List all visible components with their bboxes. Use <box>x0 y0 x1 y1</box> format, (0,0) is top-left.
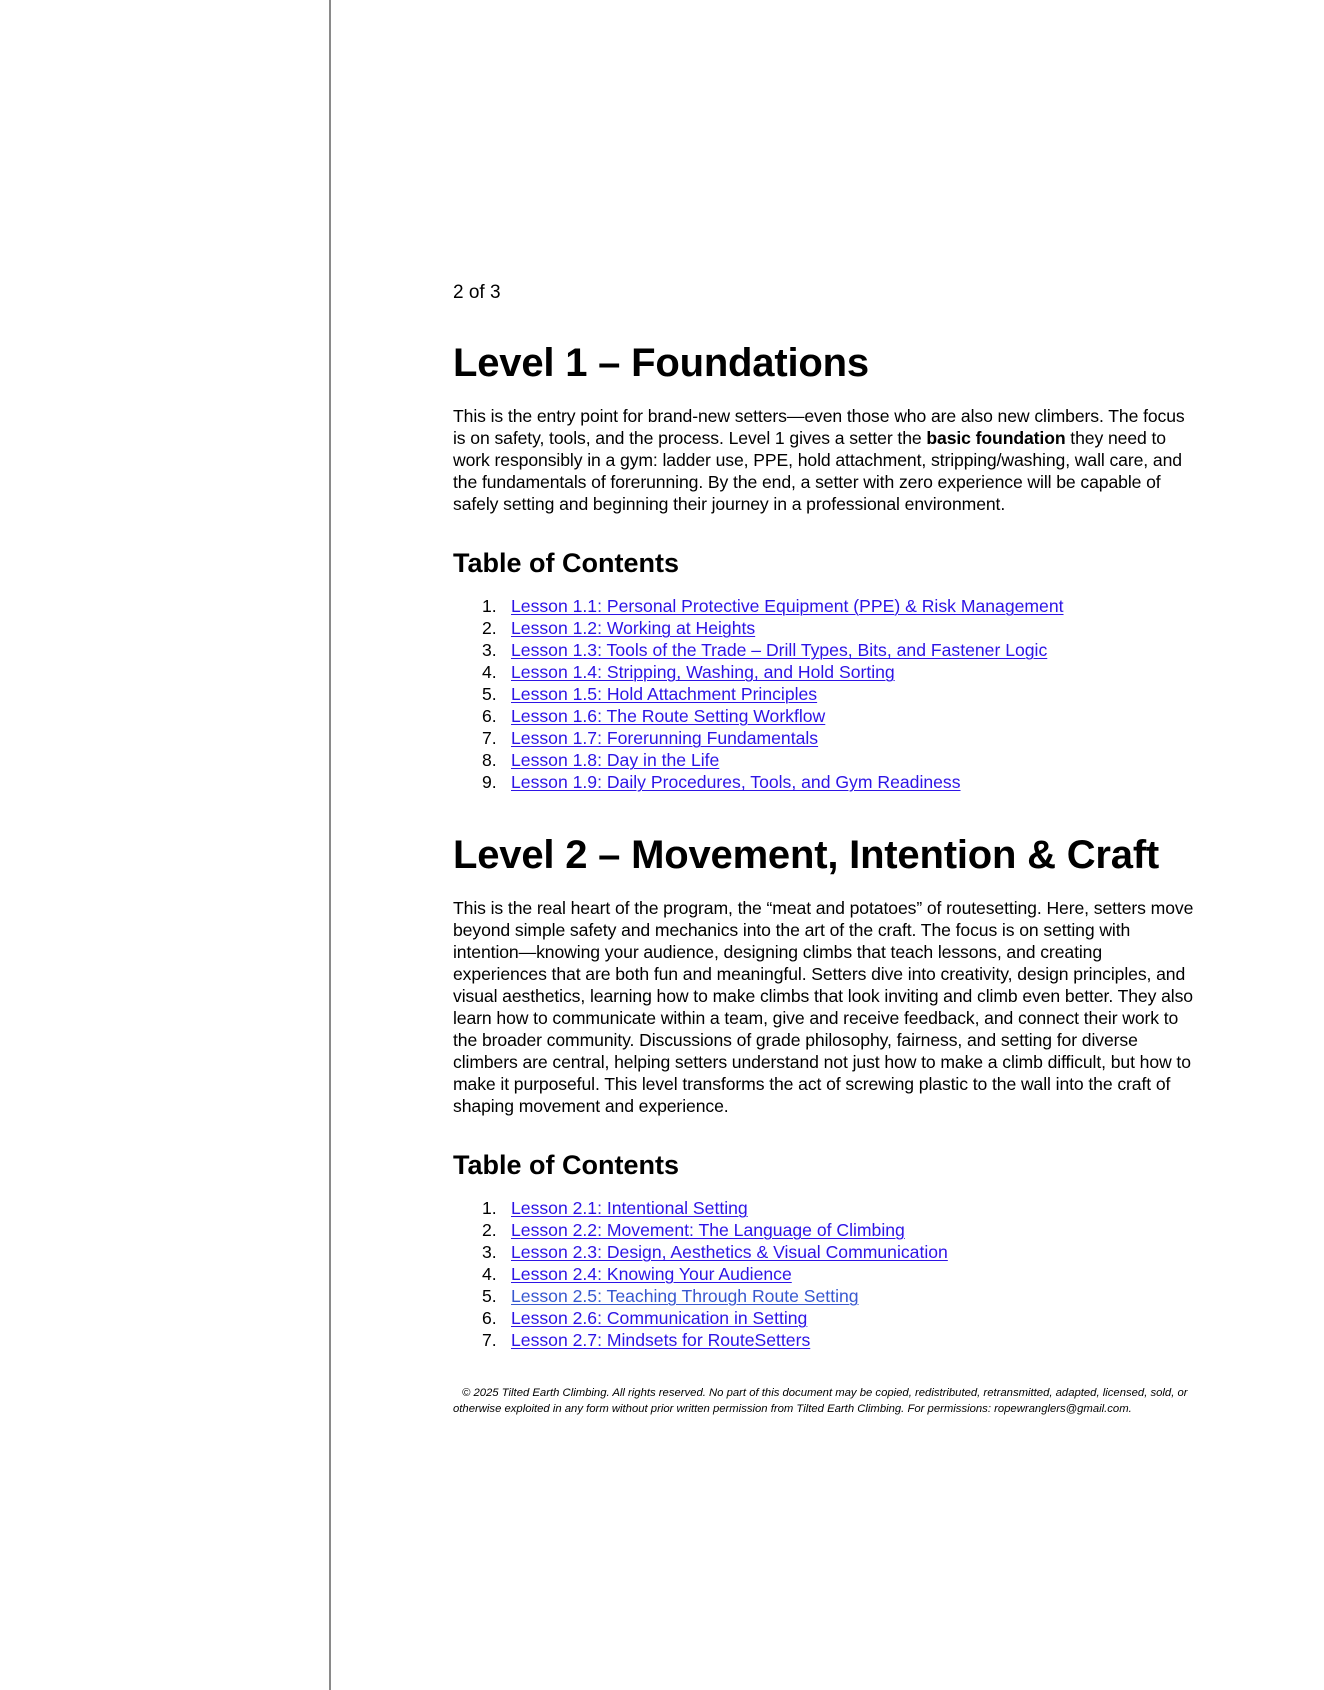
toc-item <box>453 1219 1198 1241</box>
toc-link-lesson-2-3[interactable]: Lesson 2.3: Design, Aesthetics & Visual Communication <box>511 1242 948 1262</box>
toc-link-lesson-1-6[interactable]: Lesson 1.6: The Route Setting Workflow <box>511 706 826 726</box>
toc-item-number: 7. <box>482 1330 497 1350</box>
page-counter: 2 of 3 <box>453 282 501 303</box>
toc-item-number: 5. <box>482 684 497 704</box>
toc-item-number: 3. <box>482 640 497 660</box>
toc-item <box>453 683 1198 705</box>
level-2-toc-list <box>453 1197 1198 1351</box>
toc-item-number: 7. <box>482 728 497 748</box>
toc-item-number: 2. <box>482 618 497 638</box>
toc-link-lesson-2-6[interactable]: Lesson 2.6: Communication in Setting <box>511 1308 808 1328</box>
level-2-toc-heading: Table of Contents <box>453 1150 679 1180</box>
level-2-title: Level 2 – Movement, Intention & Craft <box>453 833 1160 877</box>
toc-link-lesson-1-8[interactable]: Lesson 1.8: Day in the Life <box>511 750 720 770</box>
toc-item <box>453 1285 1198 1307</box>
toc-link-lesson-2-2[interactable]: Lesson 2.2: Movement: The Language of Climbing <box>511 1220 905 1240</box>
toc-item <box>453 1307 1198 1329</box>
toc-item-number: 5. <box>482 1286 497 1306</box>
toc-item <box>453 639 1198 661</box>
level-1-intro <box>453 405 1198 515</box>
toc-item <box>453 705 1198 727</box>
toc-item <box>453 595 1198 617</box>
toc-link-lesson-2-4[interactable]: Lesson 2.4: Knowing Your Audience <box>511 1264 792 1284</box>
toc-item <box>453 661 1198 683</box>
level-1-toc-heading: Table of Contents <box>453 548 679 578</box>
level-1-intro-text-end: they need to work responsibly in a gym: ladder use, PPE, hold attachment, stripping/washing, wall care, and the fundamentals of forerunning. By the end, a setter with zero experience will be capable of safely setting and beginning their journey in a professional environment. <box>453 428 1182 514</box>
toc-link-lesson-1-7[interactable]: Lesson 1.7: Forerunning Fundamentals <box>511 728 819 748</box>
toc-link-lesson-1-1[interactable]: Lesson 1.1: Personal Protective Equipment (PPE) & Risk Management <box>511 596 1064 616</box>
toc-item-number: 4. <box>482 662 497 682</box>
toc-item-number: 4. <box>482 1264 497 1284</box>
toc-link-lesson-2-5[interactable]: Lesson 2.5: Teaching Through Route Setting <box>511 1286 859 1306</box>
toc-item-number: 1. <box>482 596 497 616</box>
toc-item <box>453 771 1198 793</box>
document-page <box>453 281 1198 1417</box>
toc-item-number: 6. <box>482 1308 497 1328</box>
toc-item <box>453 749 1198 771</box>
toc-link-lesson-1-4[interactable]: Lesson 1.4: Stripping, Washing, and Hold Sorting <box>511 662 895 682</box>
toc-link-lesson-1-9[interactable]: Lesson 1.9: Daily Procedures, Tools, and Gym Readiness <box>511 772 961 792</box>
level-1-toc-list <box>453 595 1198 793</box>
toc-item-number: 1. <box>482 1198 497 1218</box>
level-1-title: Level 1 – Foundations <box>453 341 869 385</box>
toc-link-lesson-1-5[interactable]: Lesson 1.5: Hold Attachment Principles <box>511 684 818 704</box>
copyright-footer: © 2025 Tilted Earth Climbing. All rights reserved. No part of this document may be copied, redistributed, retransmitted, adapted, licensed, sold, or otherwise exploited in any form without prior written permission from Tilted Earth Climbing. For permissions: ropewranglers@gmail.com. <box>453 1387 1188 1415</box>
toc-item-number: 8. <box>482 750 497 770</box>
toc-link-lesson-2-1[interactable]: Lesson 2.1: Intentional Setting <box>511 1198 748 1218</box>
toc-item <box>453 617 1198 639</box>
toc-item-number: 2. <box>482 1220 497 1240</box>
toc-item-number: 6. <box>482 706 497 726</box>
toc-item-number: 9. <box>482 772 497 792</box>
page-margin-rule <box>329 0 331 1690</box>
toc-link-lesson-1-3[interactable]: Lesson 1.3: Tools of the Trade – Drill Types, Bits, and Fastener Logic <box>511 640 1048 660</box>
level-1-intro-bold: basic foundation <box>926 428 1066 448</box>
level-2-intro: This is the real heart of the program, the “meat and potatoes” of routesetting. Here, setters move beyond simple safety and mechanics into the art of the craft. The focus is on setting with intention—knowing your audience, designing climbs that teach lessons, and creating experiences that are both fun and meaningful. Setters dive into creativity, design principles, and visual aesthetics, learning how to make climbs that look inviting and climb even better. They also learn how to communicate within a team, give and receive feedback, and connect their work to the broader community. Discussions of grade philosophy, fairness, and setting for diverse climbers are central, helping setters understand not just how to make a climb difficult, but how to make it purposeful. This level transforms the act of screwing plastic to the wall into the craft of shaping movement and experience. <box>453 898 1194 1116</box>
toc-item <box>453 1263 1198 1285</box>
toc-link-lesson-1-2[interactable]: Lesson 1.2: Working at Heights <box>511 618 756 638</box>
level-1-intro-text-start: This is the entry point for brand-new setters—even those who are also new climbers. The focus is on safety, tools, and the process. Level 1 gives a setter the <box>453 406 1185 448</box>
toc-item-number: 3. <box>482 1242 497 1262</box>
toc-item <box>453 1197 1198 1219</box>
toc-link-lesson-2-7[interactable]: Lesson 2.7: Mindsets for RouteSetters <box>511 1330 811 1350</box>
toc-item <box>453 1241 1198 1263</box>
toc-item <box>453 1329 1198 1351</box>
toc-item <box>453 727 1198 749</box>
